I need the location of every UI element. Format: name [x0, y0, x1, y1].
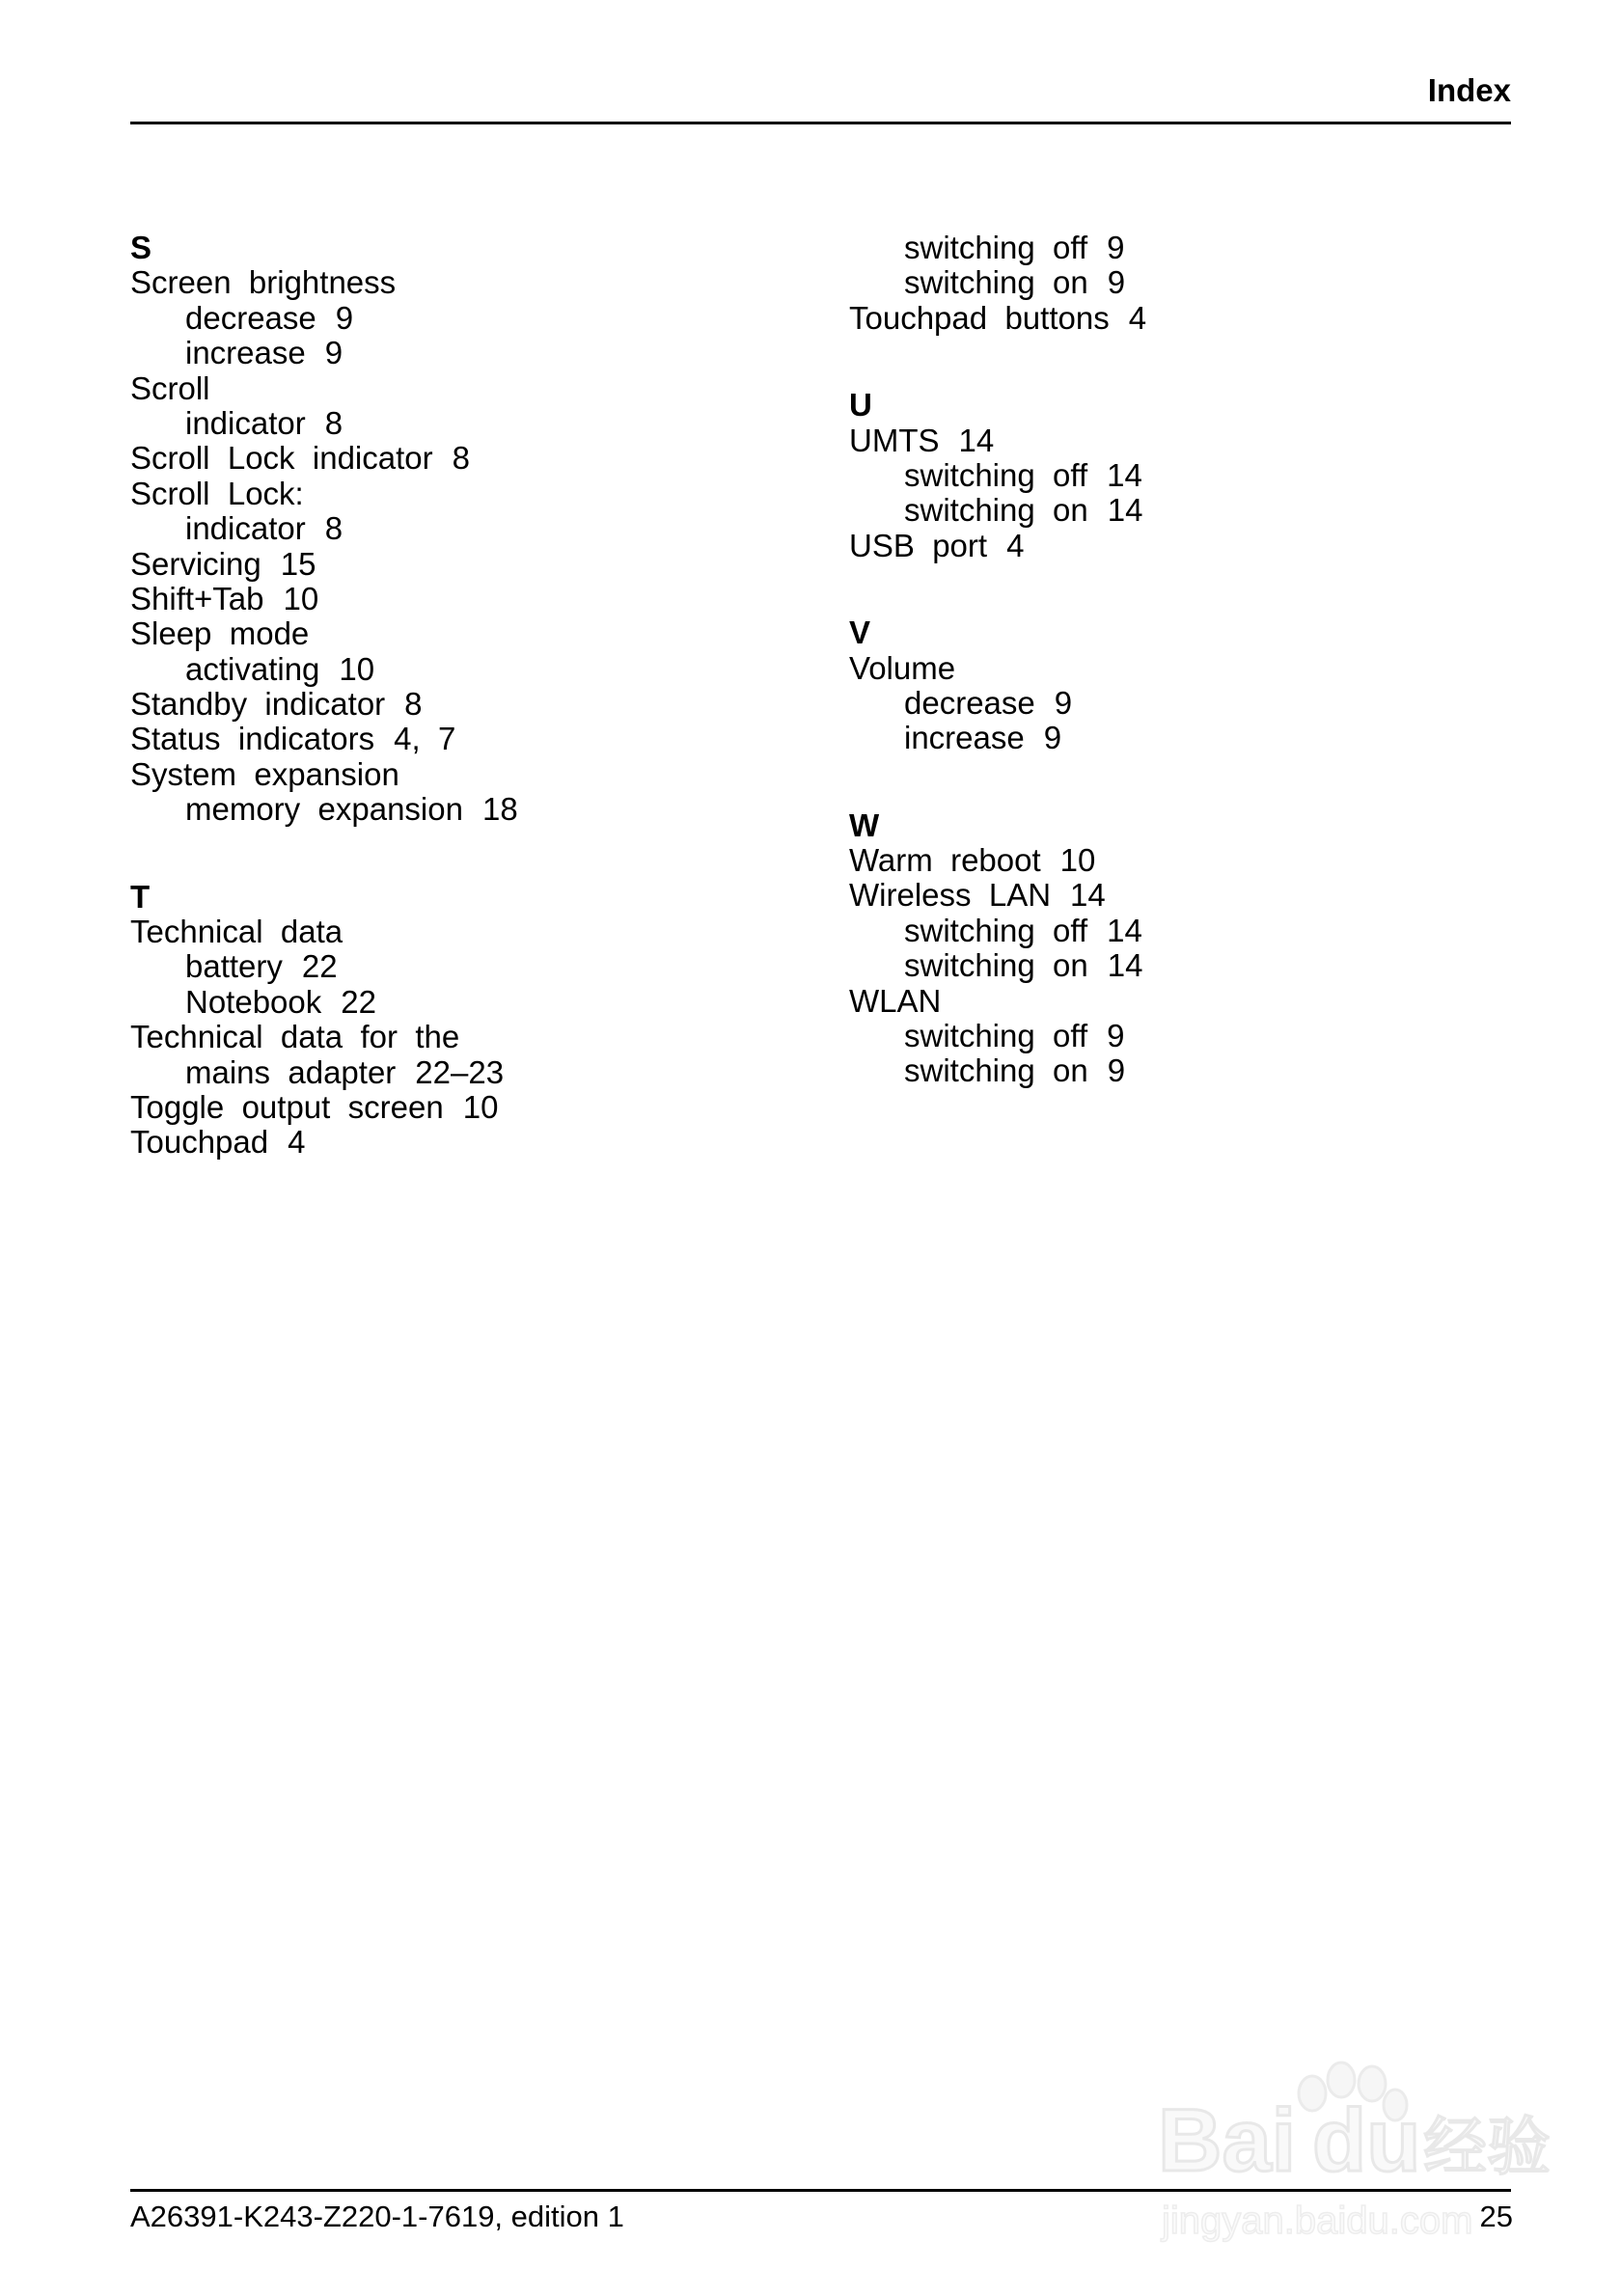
- index-term: battery: [185, 948, 283, 985]
- index-page-ref: 8: [404, 686, 423, 723]
- index-term: Touchpad: [130, 1124, 269, 1161]
- index-term: switching on: [904, 264, 1088, 301]
- index-page-ref: 9: [1043, 720, 1062, 756]
- index-entry: [130, 1090, 806, 1125]
- index-subentry: [849, 231, 1525, 265]
- index-entry: [849, 529, 1525, 563]
- index-term: increase: [904, 720, 1025, 756]
- index-term: switching off: [904, 230, 1088, 265]
- index-entry: [130, 371, 806, 406]
- baidu-jingyan-watermark-logo: [1148, 2055, 1553, 2248]
- index-section-letter: T: [130, 878, 151, 915]
- index-entry: [130, 582, 806, 616]
- index-term: Technical data: [130, 914, 343, 950]
- index-term: switching off: [904, 1018, 1088, 1054]
- index-subentry: [849, 721, 1525, 755]
- index-entry: [130, 757, 806, 792]
- index-term: USB port: [849, 527, 988, 563]
- index-subentry: [849, 686, 1525, 721]
- index-page-ref: 22–23: [415, 1053, 505, 1090]
- index-entry: [130, 547, 806, 582]
- index-page-ref: 22: [301, 948, 338, 985]
- index-subentry: [849, 1053, 1525, 1088]
- index-page-ref: 14: [1107, 492, 1143, 529]
- index-page-ref: 22: [341, 983, 376, 1020]
- svg-text:经验: 经验: [1423, 2110, 1551, 2184]
- index-term: mains adapter: [185, 1053, 397, 1090]
- index-page-ref: 18: [481, 791, 518, 828]
- index-page-ref: 10: [339, 650, 375, 687]
- section-gap: [849, 336, 1525, 388]
- index-entry: [130, 477, 806, 511]
- index-term: Wireless LAN: [849, 877, 1052, 914]
- index-page-ref: 10: [1059, 842, 1096, 879]
- index-term: memory expansion: [185, 791, 463, 828]
- index-term: activating: [185, 650, 320, 687]
- index-term: decrease: [904, 684, 1035, 721]
- index-subentry: [130, 406, 806, 441]
- section-gap: [849, 756, 1525, 808]
- index-subentry: [130, 301, 806, 336]
- index-column-right: [849, 231, 1525, 1089]
- index-term: Scroll Lock indicator: [130, 440, 433, 477]
- index-subentry: [130, 511, 806, 546]
- index-page-ref: 14: [958, 422, 995, 458]
- index-entry: [130, 722, 806, 756]
- index-term: indicator: [185, 510, 306, 547]
- index-subentry: [130, 1055, 806, 1090]
- index-page-ref: 8: [324, 510, 343, 547]
- index-page-ref: 9: [1107, 1052, 1126, 1089]
- index-page-ref: 9: [1107, 264, 1126, 301]
- index-page-ref: 10: [283, 580, 319, 616]
- index-entry: [849, 843, 1525, 878]
- index-page-ref: 4: [1128, 299, 1147, 336]
- footer-page-number: 25: [1479, 2200, 1513, 2233]
- index-page-ref: 4: [1006, 527, 1025, 563]
- index-term: switching on: [904, 1052, 1088, 1089]
- index-subentry: [849, 1019, 1525, 1053]
- index-section-letter: W: [849, 806, 880, 843]
- section-gap: [849, 563, 1525, 615]
- index-entry: [849, 424, 1525, 458]
- index-term: switching off: [904, 912, 1088, 948]
- index-term: decrease: [185, 299, 316, 336]
- index-subentry: [130, 949, 806, 984]
- index-term: switching off: [904, 456, 1088, 493]
- index-subentry: [130, 792, 806, 827]
- index-term: Status indicators: [130, 721, 375, 757]
- index-page-ref: 14: [1107, 947, 1143, 984]
- index-entry: [130, 687, 806, 722]
- index-subentry: [849, 493, 1525, 528]
- footer-document-id: A26391-K243-Z220-1-7619, edition 1: [130, 2200, 624, 2233]
- index-subentry: [130, 985, 806, 1020]
- index-page-ref: 9: [335, 299, 354, 336]
- index-entry: [849, 301, 1525, 336]
- page-header-title: Index: [1427, 72, 1511, 108]
- index-term: Shift+Tab: [130, 580, 264, 616]
- index-entry: [130, 616, 806, 651]
- index-entry: [130, 265, 806, 300]
- index-entry: [130, 441, 806, 476]
- index-term: Warm reboot: [849, 842, 1041, 879]
- index-section-letter: S: [130, 230, 152, 265]
- index-subentry: [849, 458, 1525, 493]
- index-page-ref: 10: [462, 1088, 499, 1125]
- index-subentry: [849, 265, 1525, 300]
- index-page-ref: 14: [1107, 456, 1142, 493]
- index-page-ref: 9: [1054, 684, 1073, 721]
- index-page-ref: 9: [1107, 1018, 1125, 1054]
- index-entry: [849, 651, 1525, 686]
- index-term: UMTS: [849, 422, 940, 458]
- index-page-ref: 4, 7: [394, 721, 456, 757]
- index-term: Servicing: [130, 545, 261, 582]
- index-term: Notebook: [185, 983, 322, 1020]
- index-page-ref: 9: [1107, 230, 1125, 265]
- index-subentry: [849, 914, 1525, 948]
- index-term: Screen brightness: [130, 264, 397, 301]
- index-term: Scroll Lock:: [130, 475, 304, 511]
- index-term: Scroll: [130, 369, 210, 406]
- index-entry: [130, 1020, 806, 1054]
- index-page-ref: 14: [1107, 912, 1142, 948]
- index-column-left: [130, 231, 806, 1161]
- index-page-ref: 8: [452, 440, 470, 477]
- index-term: Toggle output screen: [130, 1088, 444, 1125]
- svg-text:Bai: Bai: [1158, 2091, 1297, 2190]
- index-page-ref: 9: [324, 335, 343, 371]
- section-gap: [130, 828, 806, 880]
- index-term: Standby indicator: [130, 686, 386, 723]
- index-term: indicator: [185, 404, 306, 441]
- index-page-ref: 14: [1070, 877, 1106, 914]
- index-page-ref: 4: [288, 1124, 306, 1161]
- index-entry: [849, 984, 1525, 1019]
- index-subentry: [130, 336, 806, 370]
- index-subentry: [849, 948, 1525, 983]
- header-rule: [130, 122, 1511, 124]
- index-term: WLAN: [849, 982, 942, 1019]
- index-subentry: [130, 652, 806, 687]
- index-section-letter: V: [849, 615, 871, 651]
- index-section-letter: U: [849, 387, 872, 424]
- svg-text:du: du: [1312, 2091, 1421, 2190]
- index-term: switching on: [904, 492, 1088, 529]
- svg-text:jingyan.baidu.com: jingyan.baidu.com: [1162, 2200, 1473, 2242]
- index-term: increase: [185, 335, 306, 371]
- index-term: Touchpad buttons: [849, 299, 1110, 336]
- index-entry: [130, 1125, 806, 1160]
- index-entry: [130, 915, 806, 949]
- index-page-ref: 8: [324, 404, 343, 441]
- index-term: System expansion: [130, 755, 399, 792]
- index-term: switching on: [904, 947, 1088, 984]
- index-term: Volume: [849, 649, 956, 686]
- index-entry: [849, 878, 1525, 913]
- index-term: Sleep mode: [130, 615, 310, 652]
- index-term: Technical data for the: [130, 1019, 460, 1055]
- index-page-ref: 15: [280, 545, 316, 582]
